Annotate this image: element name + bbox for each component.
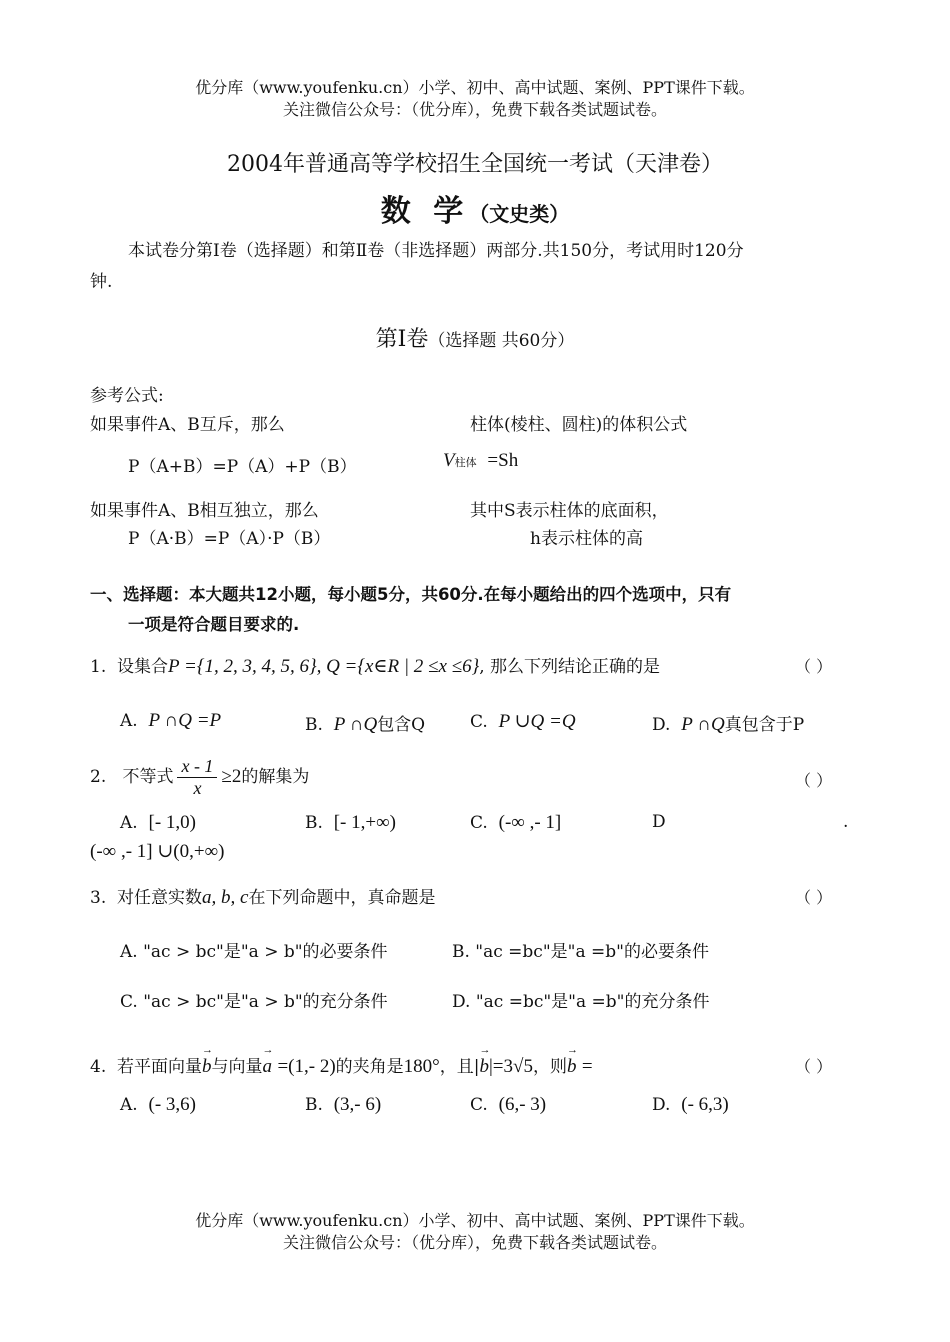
q2-fraction: $\frac{x - 1}{x}$ (177, 756, 217, 799)
q3-option-b: B. "ac =bc"是"a =b"的必要条件 (452, 942, 709, 962)
question-2-answer-paren: （ ） (795, 771, 833, 790)
intro-line-2: 钟. (90, 272, 113, 292)
q1-option-b: B. P ∩Q包含Q (305, 714, 426, 735)
q2-option-c: C. (-∞ ,- 1] (470, 812, 562, 833)
volume-title: 第Ⅰ卷 (375, 327, 429, 352)
question-2: 2. 不等式 $\frac{x - 1}{x}$ ≥2的解集为 (90, 756, 310, 798)
formulas-label: 参考公式: (90, 386, 164, 406)
q2-option-d-label: D (652, 812, 666, 832)
question-4: 4. 若平面向量→ b与向量→ a =(1,- 2)的夹角是180°，且|→ b|=3√5，则→ b = (90, 1052, 593, 1078)
intro-line-1: 本试卷分第Ⅰ卷（选择题）和第Ⅱ卷（非选择题）两部分.共150分，考试用时120分 (128, 241, 744, 261)
question-3: 3. 对任意实数a, b, c在下列命题中，真命题是 (90, 887, 436, 908)
section-1-line-1: 一、选择题：本大题共12小题，每小题5分，共60分.在每小题给出的四个选项中，只有 (90, 585, 732, 604)
subject-category: （文史类） (469, 202, 570, 226)
formula-exclusive: P（A+B）=P（A）+P（B） (128, 457, 357, 477)
formula-independent-label: 如果事件A、B相互独立，那么 (90, 501, 319, 521)
formula-prism-title: 柱体(棱柱、圆柱)的体积公式 (470, 415, 688, 435)
q3-option-c: C. "ac > bc"是"a > b"的充分条件 (120, 992, 388, 1012)
section-1-line-2: 一项是符合题目要求的. (128, 615, 300, 634)
volume-heading (0, 322, 950, 353)
footer-line-1: 优分库（www.youfenku.cn）小学、初中、高中试题、案例、PPT课件下载。 (195, 1211, 755, 1230)
exam-title: 2004年普通高等学校招生全国统一考试（天津卷） (227, 152, 723, 177)
formula-prism-h: h表示柱体的高 (530, 529, 643, 549)
q2-option-d: (-∞ ,- 1] ∪(0,+∞) (90, 841, 225, 862)
q3-option-a: A. "ac > bc"是"a > b"的必要条件 (120, 942, 388, 962)
question-1-answer-paren: （ ） (795, 657, 833, 676)
q1-option-d: D. P ∩Q真包含于P (652, 714, 805, 735)
volume-note: （选择题 共60分） (428, 331, 575, 351)
q1-option-a: A. P ∩Q =P (120, 710, 222, 731)
formula-independent: P（A·B）=P（A）·P（B） (128, 529, 331, 549)
formula-prism-s: 其中S表示柱体的底面积， (470, 501, 669, 521)
q1-option-c: C. P ∪Q =Q (470, 711, 576, 732)
header-line-2: 关注微信公众号：（优分库），免费下载各类试题试卷。 (282, 100, 667, 119)
question-4-answer-paren: （ ） (795, 1057, 833, 1076)
formula-prism-volume: V柱体 =Sh (443, 450, 519, 471)
q3-option-d: D. "ac =bc"是"a =b"的充分条件 (452, 992, 710, 1012)
q4-option-a: A. (- 3,6) (120, 1094, 196, 1115)
q2-option-a: A. [- 1,0) (120, 812, 196, 833)
header-line-1: 优分库（www.youfenku.cn）小学、初中、高中试题、案例、PPT课件下载。 (195, 78, 755, 97)
formula-exclusive-label: 如果事件A、B互斥，那么 (90, 415, 285, 435)
footer-line-2: 关注微信公众号：（优分库），免费下载各类试题试卷。 (282, 1233, 667, 1252)
question-3-answer-paren: （ ） (795, 888, 833, 907)
q4-option-d: D. (- 6,3) (652, 1094, 729, 1115)
question-1: 1. 设集合P ={1, 2, 3, 4, 5, 6}, Q ={x∈R | 2 ≤x ≤6}, 那么下列结论正确的是 (90, 656, 660, 677)
q2-option-b: B. [- 1,+∞) (305, 812, 396, 833)
q2-option-d-dot: . (843, 812, 849, 832)
subject-name: 数 学 (380, 194, 470, 229)
subject-title (0, 186, 950, 230)
q4-option-c: C. (6,- 3) (470, 1094, 547, 1115)
q4-option-b: B. (3,- 6) (305, 1094, 382, 1115)
